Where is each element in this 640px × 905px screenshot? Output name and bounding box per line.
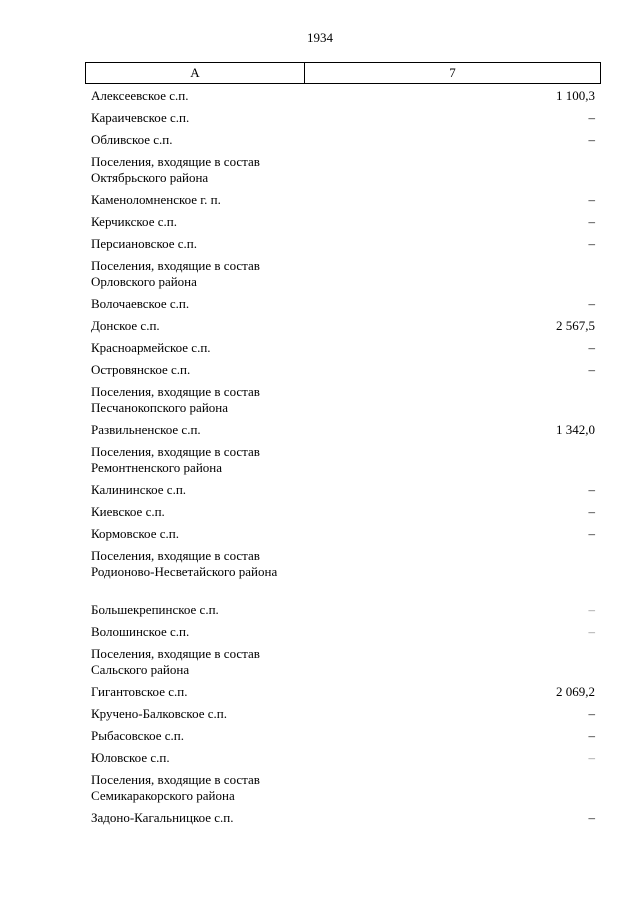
column-header-a: А [86,63,305,84]
group-heading-row [85,548,601,602]
row-name: Кручено-Балковское с.п. [91,706,227,721]
row-name: Большекрепинское с.п. [91,602,219,617]
group-heading: Поселения, входящие в состав Родионово-Несветайского района [91,548,278,579]
table-row [85,214,601,236]
group-heading: Поселения, входящие в состав Сальского района [91,646,260,677]
row-name: Юловское с.п. [91,750,170,765]
table-row [85,602,601,624]
row-name: Волошинское с.п. [91,624,190,639]
row-name: Калининское с.п. [91,482,187,497]
row-value: – [588,750,595,765]
table-row [85,504,601,526]
row-name: Киевское с.п. [91,504,165,519]
row-value: – [588,110,595,125]
table-row [85,296,601,318]
table-row [85,526,601,548]
group-heading-row [85,646,601,684]
row-value: – [588,340,595,355]
row-name: Персиановское с.п. [91,236,198,251]
row-value: – [588,362,595,377]
group-heading: Поселения, входящие в состав Ремонтненского района [91,444,260,475]
group-heading-row [85,772,601,810]
table-row [85,422,601,444]
table-body [85,88,601,832]
row-name: Красноармейское с.п. [91,340,211,355]
row-value: 1 100,3 [556,88,595,103]
table-header [85,62,601,84]
row-value: – [588,236,595,251]
row-value: – [588,504,595,519]
group-heading: Поселения, входящие в состав Орловского района [91,258,260,289]
group-heading-row [85,258,601,296]
table-row [85,318,601,340]
table-row [85,88,601,110]
group-heading-row [85,444,601,482]
table-row [85,624,601,646]
group-heading: Поселения, входящие в состав Семикаракорского района [91,772,260,803]
table-row [85,482,601,504]
table-row [85,750,601,772]
table-row [85,810,601,832]
row-name: Рыбасовское с.п. [91,728,185,743]
row-name: Алексеевское с.п. [91,88,189,103]
table-row [85,236,601,258]
row-name: Каменоломненское г. п. [91,192,221,207]
group-heading-row [85,384,601,422]
group-heading: Поселения, входящие в состав Октябрьского района [91,154,260,185]
column-header-7: 7 [305,63,601,84]
row-value: – [588,482,595,497]
table-row [85,110,601,132]
row-value: 2 567,5 [556,318,595,333]
page-number: 1934 [307,30,333,45]
row-value: – [588,192,595,207]
row-name: Донское с.п. [91,318,160,333]
row-name: Островянское с.п. [91,362,191,377]
table-row [85,340,601,362]
row-name: Развильненское с.п. [91,422,201,437]
table-row [85,728,601,750]
row-value: – [588,214,595,229]
row-value: 2 069,2 [556,684,595,699]
row-name: Обливское с.п. [91,132,173,147]
table-row [85,362,601,384]
row-value: – [588,728,595,743]
row-value: – [588,526,595,541]
row-value: – [588,810,595,825]
row-value: – [588,624,595,639]
row-name: Керчикское с.п. [91,214,177,229]
table-row [85,706,601,728]
row-value: – [588,706,595,721]
row-value: – [588,132,595,147]
table-row [85,684,601,706]
row-name: Волочаевское с.п. [91,296,190,311]
row-name: Кормовское с.п. [91,526,179,541]
row-name: Задоно-Кагальницкое с.п. [91,810,234,825]
row-value: – [588,296,595,311]
table-row [85,192,601,214]
row-value: – [588,602,595,617]
row-name: Караичевское с.п. [91,110,190,125]
table-row [85,132,601,154]
row-name: Гигантовское с.п. [91,684,188,699]
group-heading-row [85,154,601,192]
group-heading: Поселения, входящие в состав Песчанокопского района [91,384,260,415]
row-value: 1 342,0 [556,422,595,437]
